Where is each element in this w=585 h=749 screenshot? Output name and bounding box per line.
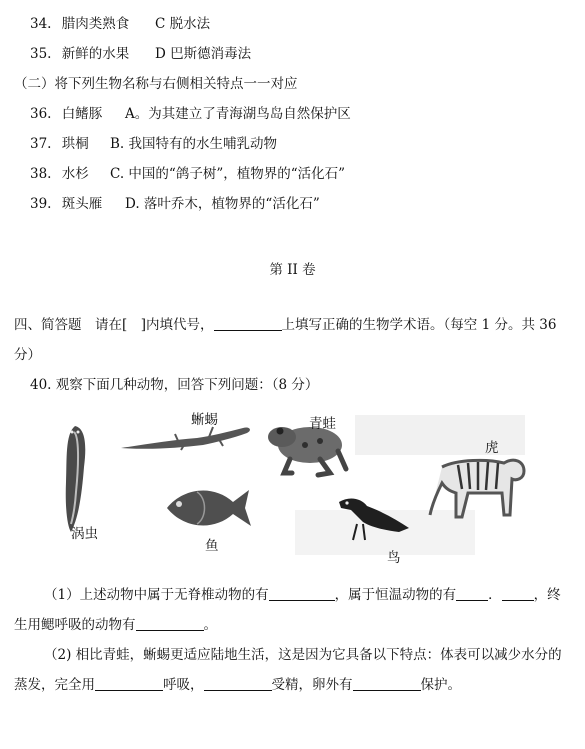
question-34 (30, 15, 211, 33)
lizard-image (117, 418, 257, 458)
answer-blank[interactable] (214, 316, 282, 331)
option-text: A。为其建立了青海湖鸟岛自然保护区 (125, 106, 351, 122)
bird-image (333, 492, 413, 547)
question-number: 34. (30, 16, 52, 32)
item-name: 新鲜的水果 (61, 46, 130, 62)
question-39 (30, 195, 320, 213)
sub-question-text: 。 (203, 617, 217, 633)
label-lizard: 蜥蜴 (191, 412, 218, 428)
section-4-instruction: 四、简答题 请在[ ]内填代号， (14, 317, 214, 333)
planarian-image (57, 422, 97, 537)
question-38 (30, 165, 346, 183)
item-name: 腊肉类熟食 (61, 16, 130, 32)
section-4-instruction-cont: 上填写正确的生物学术语。（每空 1 分。共 36 (281, 317, 557, 333)
item-name: 珙桐 (61, 136, 89, 152)
option-text: B. 我国特有的水生哺乳动物 (110, 136, 278, 152)
question-number: 38. (30, 166, 52, 182)
section-2-heading: （二）将下列生物名称与右侧相关特点一一对应 (14, 76, 298, 92)
label-planarian: 涡虫 (71, 526, 98, 542)
answer-blank[interactable] (136, 616, 204, 631)
sub-question-text: ，终 (533, 587, 561, 603)
question-number: 39. (30, 196, 52, 212)
answer-blank[interactable] (204, 676, 272, 691)
sub-question-2-line-1: （2) 相比青蛙，蜥蜴更适应陆地生活，这是因为它具备以下特点：体表可以减少水分的 (44, 647, 562, 663)
section-4-score: 分） (14, 347, 41, 363)
item-name: 斑头雁 (61, 196, 103, 212)
question-number: 37. (30, 136, 52, 152)
separator-text: ． (488, 587, 502, 603)
label-fish: 鱼 (205, 538, 219, 554)
frog-image (260, 415, 350, 480)
question-number: 36. (30, 106, 52, 122)
label-frog: 青蛙 (309, 416, 336, 432)
option-text: D 巴斯德消毒法 (155, 46, 252, 62)
question-37 (30, 135, 278, 153)
answer-blank[interactable] (456, 586, 488, 601)
sub-question-text: ，属于恒温动物的有 (334, 587, 457, 603)
tiger-image (428, 445, 528, 525)
volume-title: 第 II 卷 (269, 262, 316, 278)
sub-question-1-line-2 (14, 616, 217, 634)
answer-blank[interactable] (269, 586, 335, 601)
sub-question-text: 生用鳃呼吸的动物有 (14, 617, 136, 633)
question-36 (30, 105, 351, 123)
option-text: D. 落叶乔木，植物界的“活化石” (125, 196, 320, 212)
sub-question-1-line-1 (44, 586, 561, 604)
sub-question-text: 受精，卵外有 (271, 677, 353, 693)
section-4-heading (14, 316, 556, 334)
animal-figure (55, 400, 565, 575)
answer-blank[interactable] (95, 676, 163, 691)
answer-blank[interactable] (502, 586, 534, 601)
answer-blank[interactable] (353, 676, 421, 691)
sub-question-text: 呼吸， (163, 677, 204, 693)
question-35 (30, 45, 252, 63)
sub-question-text: 保护。 (420, 677, 461, 693)
sub-question-2-line-2 (14, 676, 461, 694)
question-number: 35. (30, 46, 52, 62)
option-text: C 脱水法 (155, 16, 211, 32)
item-name: 白鳍豚 (61, 106, 103, 122)
question-40: 40. 观察下面几种动物，回答下列问题：（8 分） (30, 377, 319, 393)
label-bird: 鸟 (387, 550, 401, 566)
option-text: C. 中国的“鸽子树”，植物界的“活化石” (110, 166, 346, 182)
item-name: 水杉 (61, 166, 89, 182)
sub-question-text: （1）上述动物中属于无脊椎动物的有 (44, 587, 269, 603)
label-tiger: 虎 (485, 440, 499, 456)
fish-image (163, 478, 253, 538)
sub-question-text: 蒸发，完全用 (14, 677, 95, 693)
